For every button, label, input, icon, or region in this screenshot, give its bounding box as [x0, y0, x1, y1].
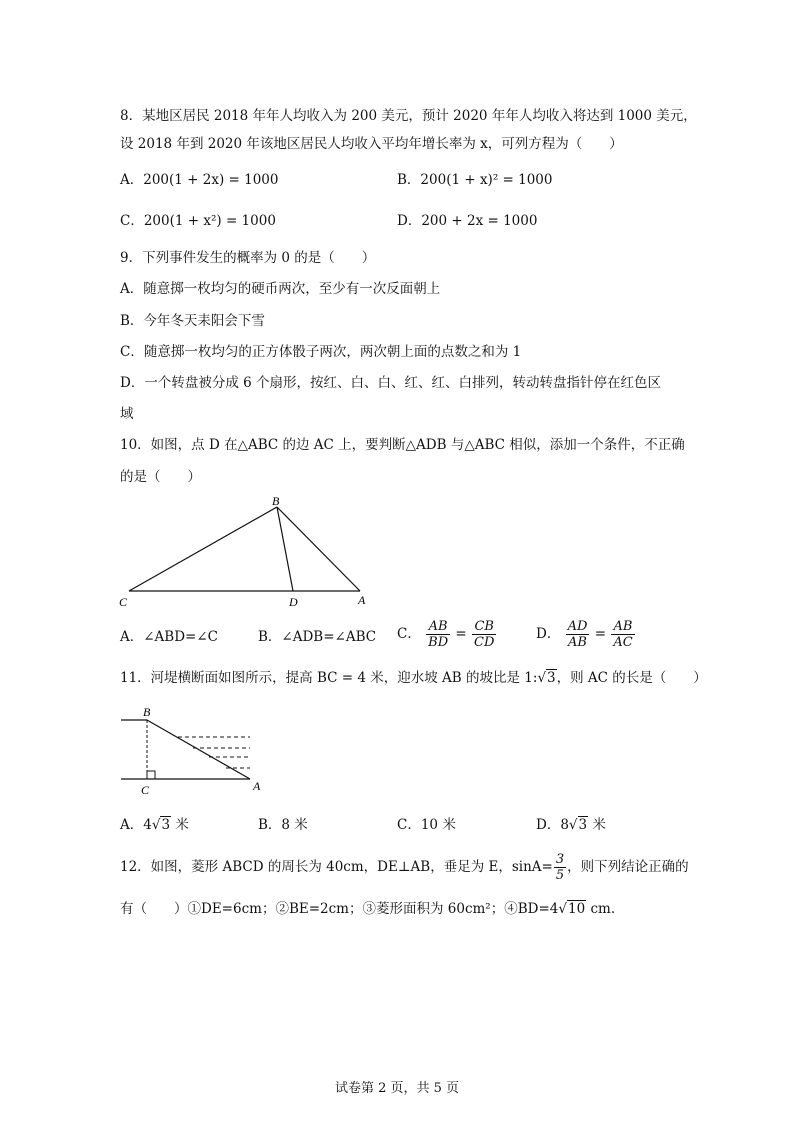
label-c: C — [141, 783, 150, 797]
q10-stem-line2: 的是（ ） — [120, 469, 201, 485]
q9-option-c: C．随意掷一枚均匀的正方体骰子两次，两次朝上面的点数之和为 1 — [120, 344, 522, 360]
q9-option-d-cont: 域 — [120, 406, 134, 422]
q10-option-c: C． $\frac{AB}{BD}$ = $\frac{CB}{CD}$ — [397, 619, 495, 650]
label-b: B — [272, 495, 280, 508]
q8-option-c: C．200(1 + x²) = 1000 — [120, 213, 276, 229]
label-a: A — [253, 779, 261, 793]
q10-stem-line1: 10．如图，点 D 在△ABC 的边 AC 上，要判断△ADB 与△ABC 相似，添加一个条件，不正确 — [120, 437, 685, 453]
q11-option-a: A．4√3 米 — [120, 817, 189, 833]
segment-ba — [277, 507, 360, 591]
q9-stem: 9．下列事件发生的概率为 0 的是（ ） — [120, 250, 376, 266]
label-a: A — [358, 593, 366, 607]
q11-stem: 11．河堤横断面如图所示，提高 BC = 4 米，迎水坡 AB 的坡比是 1:√3，则 AC 的长是（ ） — [120, 670, 707, 686]
q10-option-a: A．∠ABD=∠C — [120, 629, 219, 645]
label-b: B — [143, 705, 151, 719]
q12-stem-line2: 有（ ）①DE=6cm；②BE=2cm；③菱形面积为 60cm²；④BD=4√10 cm. — [120, 901, 616, 917]
q8-option-a: A．200(1 + 2x) = 1000 — [120, 172, 279, 188]
q8-option-d: D．200 + 2x = 1000 — [397, 213, 538, 229]
q11-option-c: C．10 米 — [397, 817, 456, 833]
right-angle-mark — [147, 771, 155, 779]
q8-stem-line2: 设 2018 年到 2020 年该地区居民人均收入平均年增长率为 x，可列方程为（ ） — [120, 136, 623, 152]
slope-ab — [147, 720, 250, 779]
q11-option-d: D．8√3 米 — [536, 817, 606, 833]
q9-option-d: D．一个转盘被分成 6 个扇形，按红、白、白、红、红、白排列，转动转盘指针停在红色区 — [120, 375, 661, 391]
segment-bd — [277, 507, 293, 591]
q10-option-d: D． $\frac{AD}{AB}$ = $\frac{AB}{AC}$ — [536, 619, 633, 650]
q10-triangle-figure — [0, 495, 794, 615]
label-c: C — [119, 595, 128, 609]
q8-stem-line1: 8．某地区居民 2018 年年人均收入为 200 美元，预计 2020 年年人均收入将达到 1000 美元， — [120, 108, 697, 124]
q9-option-a: A．随意掷一枚均匀的硬币两次，至少有一次反面朝上 — [120, 281, 441, 297]
label-d: D — [289, 595, 298, 609]
q12-stem-line1: 12．如图，菱形 ABCD 的周长为 40cm，DE⊥AB，垂足为 E，sinA= $\frac{3}{5}$ ，则下列结论正确的 — [120, 852, 689, 883]
q11-embankment-figure — [0, 700, 794, 810]
q9-option-b: B．今年冬天耒阳会下雪 — [120, 313, 265, 329]
q11-option-b: B．8 米 — [258, 817, 308, 833]
page-footer: 试卷第 2 页，共 5 页 — [334, 1081, 460, 1096]
segment-cb — [129, 507, 277, 591]
q10-option-b: B．∠ADB=∠ABC — [258, 629, 377, 645]
q8-option-b: B．200(1 + x)² = 1000 — [397, 172, 553, 188]
